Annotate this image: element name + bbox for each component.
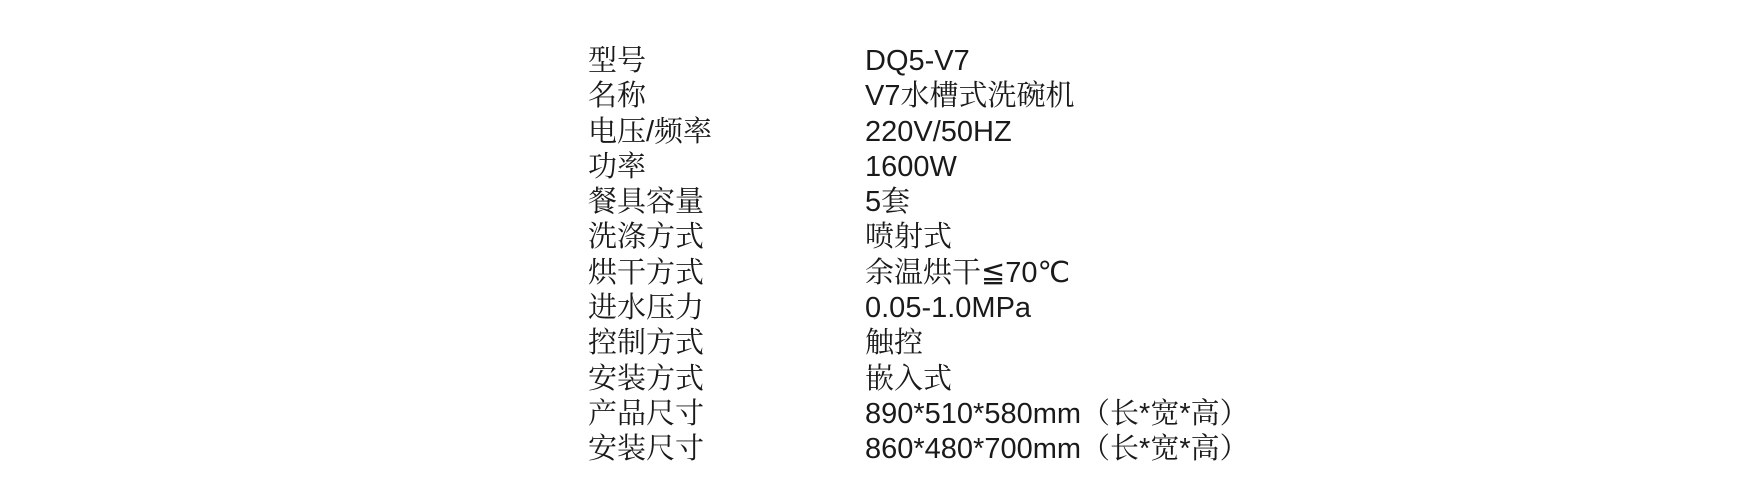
spec-label: 电压/频率 xyxy=(588,115,713,148)
spec-label: 名称 xyxy=(588,80,647,113)
spec-value: 890*510*580mm（长*宽*高） xyxy=(865,397,1249,430)
spec-row xyxy=(588,256,1249,291)
spec-row xyxy=(588,150,1249,185)
spec-label: 洗涤方式 xyxy=(588,221,705,254)
spec-row xyxy=(588,44,1249,79)
spec-label: 餐具容量 xyxy=(588,186,705,219)
spec-row xyxy=(588,185,1249,220)
spec-label: 控制方式 xyxy=(588,327,705,360)
spec-value: 860*480*700mm（长*宽*高） xyxy=(865,433,1249,466)
spec-row xyxy=(588,362,1249,397)
spec-label: 安装尺寸 xyxy=(588,433,705,466)
spec-label: 型号 xyxy=(588,45,647,77)
spec-value: 5套 xyxy=(865,186,911,219)
spec-row xyxy=(588,432,1249,467)
spec-label: 安装方式 xyxy=(588,362,705,395)
spec-row xyxy=(588,79,1249,114)
spec-value: DQ5-V7 xyxy=(865,45,970,77)
spec-label: 功率 xyxy=(588,150,647,183)
spec-value: 0.05-1.0MPa xyxy=(865,292,1032,325)
spec-row xyxy=(588,115,1249,150)
spec-value: V7水槽式洗碗机 xyxy=(865,80,1075,113)
product-spec-table xyxy=(588,44,1249,468)
spec-row xyxy=(588,220,1249,255)
spec-label: 产品尺寸 xyxy=(588,397,705,430)
spec-row xyxy=(588,291,1249,326)
spec-value: 1600W xyxy=(865,150,957,183)
spec-row xyxy=(588,326,1249,361)
spec-value: 嵌入式 xyxy=(865,362,953,395)
spec-row xyxy=(588,397,1249,432)
spec-label: 烘干方式 xyxy=(588,256,705,289)
spec-value: 220V/50HZ xyxy=(865,115,1012,148)
spec-label: 进水压力 xyxy=(588,292,705,325)
spec-value: 余温烘干≦70℃ xyxy=(865,256,1071,289)
spec-value: 喷射式 xyxy=(865,221,953,254)
spec-value: 触控 xyxy=(865,327,924,360)
